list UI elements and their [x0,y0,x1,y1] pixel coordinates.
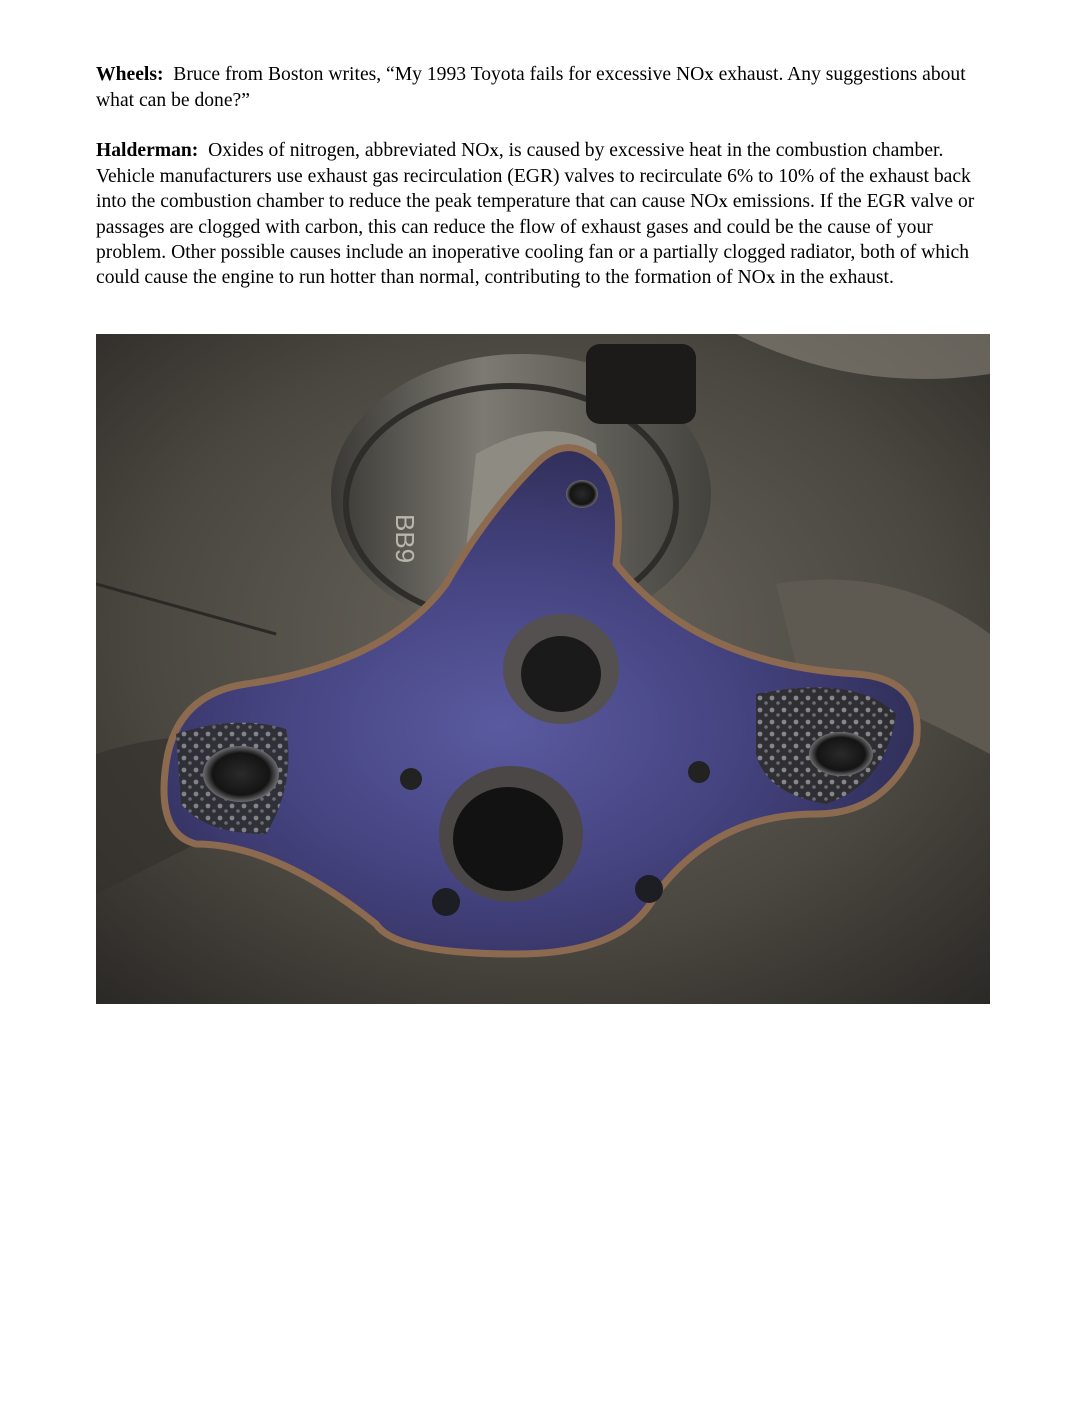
answer-text-4: in the exhaust. [775,267,894,288]
question-paragraph [96,62,996,113]
question-subscript: X [704,68,714,83]
answer-subscript-3: X [765,271,776,286]
canister-stamp: BB9 [390,514,420,564]
answer-speaker: Halderman: [96,140,199,161]
egr-valve-illustration [96,334,990,1004]
answer-text-1: Oxides of nitrogen, abbreviated NO [208,140,490,161]
question-speaker: Wheels: [96,64,164,85]
pin-hole-1 [400,768,422,790]
bolt-hole-top [566,480,598,508]
pin-hole-3 [432,888,460,916]
answer-text-3: emissions. If the EGR valve or passages are clogged with carbon, this can reduce the flow of exhaust gases and could be the cause of your problem. Other possible causes include an inoperative cooling fan or a partially clogged radiator, both of which could cause the engine to run hotter than normal, contributing to the formation of NO [96,191,975,288]
pin-hole-4 [635,875,663,903]
answer-text-2: , is caused by excessive heat in the combustion chamber. Vehicle manufacturers use exhaust gas recirculation (EGR) valves to recirculate 6% to 10% of the exhaust back into the combustion chamber to reduce the peak temperature that can cause NO [96,140,971,212]
answer-subscript-1: X [489,144,499,159]
answer-subscript-2: X [718,195,728,210]
question-text-1: Bruce from Boston writes, “My 1993 Toyota fails for excessive NO [173,64,705,85]
bolt-hole-left [203,746,279,802]
vacuum-port [586,344,696,424]
pin-hole-2 [688,761,710,783]
exhaust-port-lower-opening [453,787,563,891]
question-text-2: exhaust. Any suggestions about what can be done?” [96,64,966,111]
egr-valve-photo [96,334,990,1004]
bolt-hole-right [809,732,873,776]
exhaust-port-upper-opening [521,636,601,712]
answer-paragraph [96,138,996,291]
